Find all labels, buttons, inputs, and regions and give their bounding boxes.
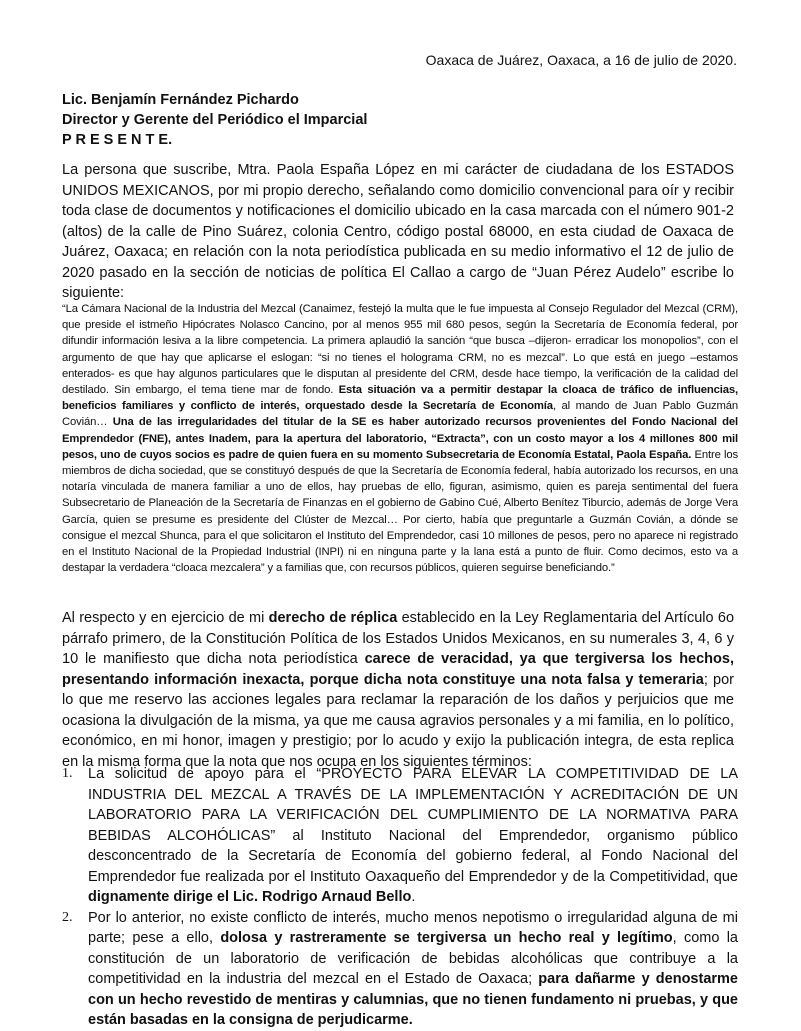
reply-text: Al respecto y en ejercicio de mi <box>62 610 269 626</box>
list-item-bold-text: dolosa y rastreramente se tergiversa un hecho real y legítimo <box>220 930 673 946</box>
reply-text: ; por lo que me reservo las acciones legales para reclamar la reparación de los daños y perjuicios que me ocasiona la divulgación de la misma, ya que me causa agravios personales y a mi familia, en lo político, económico, en mi honor, imagen y prestigio; por lo acudo y exijo la publicación integra, de esta replica en la misma forma que la nota que nos ocupa en los siguientes términos: <box>62 671 734 770</box>
quote-text: “La Cámara Nacional de la Industria del Mezcal (Canaimez, festejó la multa que le fue impuesta al Consejo Regulador del Mezcal (CRM), que preside el istmeño Hipócrates Nolasco Cancino, por al menos 955 mil 680 pesos, según la Secretaría de Economía federal, por difundir información lesiva a la libre competencia. La primera aplaudió la sanción “que busca –dijeron- erradicar los monopolios”, con el argumento de que hay que aplicarse el eslogan: “si no tienes el holograma CRM, no es mezcal”. Lo que está en juego –estamos enterados- es que hay algunos particulares que le disputan al presidente del CRM, desde hace tiempo, la verificación de la calidad del destilado. Sin embargo, el tema tiene mar de fondo. <box>62 303 738 397</box>
list-item-text: . <box>411 889 416 905</box>
list-item-bold-text: para dañarme y denostarme con un hecho revestido de mentiras y calumnias, que no tienen fundamento ni pruebas, y que están basadas en la consigna de perjudicarme. <box>88 971 738 1028</box>
addressee-block <box>62 90 367 150</box>
list-item-number: 2. <box>62 909 73 925</box>
quote-bold-text: Esta situación va a permitir destapar la cloaca de tráfico de influencias, beneficios familiares y conflicto de interés, orquestado desde la Secretaría de Economía <box>62 384 738 413</box>
reply-bold-text: carece de veracidad, ya que tergiversa los hechos, presentando información inexacta, porque dicha nota constituye una nota falsa y temeraria <box>62 651 734 688</box>
quote-text: Entre los miembros de dicha sociedad, que se constituyó después de que la Secretaría de Economía federal, había autorizado los recursos, en una notaría vinculada de manera familiar a uno de ellos, hay pruebas de ello, figuran, asimismo, quien es pareja sentimental del fuera Subsecretario de Planeación de la Secretaría de Finanzas en el gobierno de Gabino Cué, Alberto Benítez Tiburcio, además de Jorge Vera García, quien se presume es presidente del Clúster de Mezcal… Por cierto, había que preguntarle a Guzmán Covián, a dónde se consigue el mezcal Shunca, para el que solicitaron el Instituto del Emprendedor, casi 10 millones de pesos, pero no aparece ni registrado en el Instituto Nacional de la Propiedad Industrial (INPI) ni en ninguna parte y la lana está a punto de fluir. Como decimos, esto va a destapar la verdadera “cloaca mezcalera” y a familias que, con recursos públicos, quieren seguirse beneficiando.” <box>62 448 738 575</box>
quoted-news-note <box>62 301 738 576</box>
list-item-bold-text: dignamente dirige el Lic. Rodrigo Arnaud Bello <box>88 889 412 905</box>
quote-text: , al mando de Juan Pablo Guzmán Covián… <box>62 400 738 429</box>
reply-paragraph <box>62 608 734 772</box>
list-item-text: La solicitud de apoyo para el “PROYECTO PARA ELEVAR LA COMPETITIVIDAD DE LA INDUSTRIA DEL MEZCAL A TRAVÉS DE LA IMPLEMENTACIÓN Y ACREDITACIÓN DE UN LABORATORIO PARA LA VERIFICACIÓN DEL CUMPLIMIENTO DE LA NORMATIVA PARA BEBIDAS ALCOHÓLICAS” al Instituto Nacional del Emprendedor, organismo público desconcentrado de la Secretaría de Economía del gobierno federal, al Fondo Nacional del Emprendedor fue realizada por el Instituto Oaxaqueño del Emprendedor y de la Competitividad, que <box>88 766 738 885</box>
numbered-list <box>62 764 738 1031</box>
list-item <box>62 764 738 908</box>
date-line: Oaxaca de Juárez, Oaxaca, a 16 de julio de 2020. <box>425 52 737 68</box>
list-item-text: , como la constitución de un laboratorio de verificación de bebidas alcohólicas que contribuye a la competitividad en la industria del mezcal en el Estado de Oaxaca; <box>88 930 738 987</box>
addressee-name: Lic. Benjamín Fernández Pichardo <box>62 92 299 108</box>
reply-text: establecido en la Ley Reglamentaria del Artículo 6o párrafo primero, de la Constitución Política de los Estados Unidos Mexicanos, en su numerales 3, 4, 6 y 10 le manifiesto que dicha nota periodística <box>62 610 735 667</box>
quote-bold-text: Una de las irregularidades del titular de la SE es haber autorizado recursos provenientes del Fondo Nacional del Emprendedor (FNE), antes Inadem, para la apertura del laboratorio, “Extracta”, con un costo mayor a los 4 millones 800 mil pesos, uno de cuyos socios es padre de quien fuera en su momento Subsecretaria de Economía Estatal, Paola España. <box>62 416 738 461</box>
list-item <box>62 908 738 1031</box>
intro-paragraph: La persona que suscribe, Mtra. Paola España López en mi carácter de ciudadana de los ESTADOS UNIDOS MEXICANOS, por mi propio derecho, señalando como domicilio convencional para oír y recibir toda clase de documentos y notificaciones el domicilio ubicado en la casa marcada con el número 901-2 (altos) de la calle de Pino Suárez, colonia Centro, código postal 68000, en esta ciudad de Oaxaca de Juárez, Oaxaca; en relación con la nota periodística publicada en su medio informativo el 12 de julio de 2020 pasado en la sección de noticias de política El Callao a cargo de “Juan Pérez Audelo” escribe lo siguiente: <box>62 162 734 301</box>
list-item-number: 1. <box>62 766 73 781</box>
list-item-text: Por lo anterior, no existe conflicto de interés, mucho menos nepotismo o irregularidad alguna de mi parte; pese a ello, <box>88 909 738 946</box>
reply-bold-text: derecho de réplica <box>268 610 398 626</box>
salutation: P R E S E N T E. <box>62 132 173 148</box>
addressee-title: Director y Gerente del Periódico el Imparcial <box>62 112 368 128</box>
